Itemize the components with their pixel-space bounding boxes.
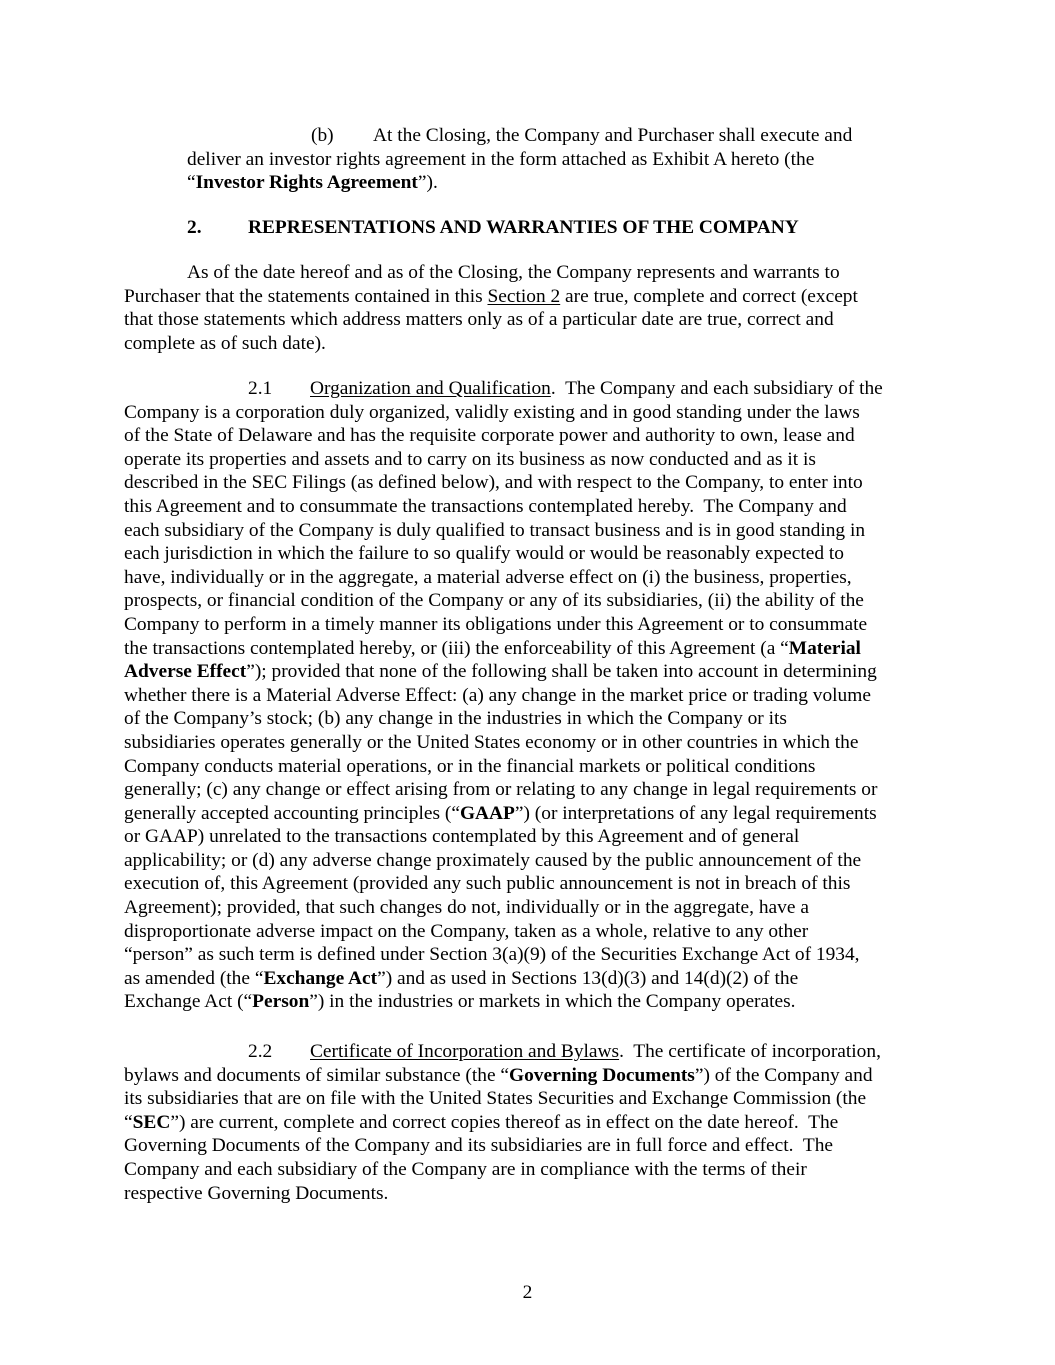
intro-line-2: Purchaser that the statements contained in this Section 2 are true, complete and correct (except [124,285,858,307]
paragraph-b-line-1: (b) At the Closing, the Company and Purchaser shall execute and [311,125,853,146]
s22-line: Governing Documents of the Company and its subsidiaries are in full force and effect. The [124,1135,833,1157]
intro-line-3: that those statements which address matters only as of a particular date are true, correct and [124,309,834,331]
section-2-reference: Section 2 [487,285,561,307]
s21-line: “person” as such term is defined under Section 3(a)(9) of the Securities Exchange Act of 1934, [124,944,860,966]
section-2-number: 2. [187,217,202,238]
s21-line: Company is a corporation duly organized, validly existing and in good standing under the laws [124,401,860,423]
section-2-title: REPRESENTATIONS AND WARRANTIES OF THE COMPANY [248,217,799,238]
s21-line: operate its properties and assets and to carry on its business as now conducted and as it is [124,448,816,470]
section-2-1 [124,377,936,1014]
s21-line: the transactions contemplated hereby, or (iii) the enforceability of this Agreement (a “Material [124,637,861,659]
s21-line: Company to perform in a timely manner its obligations under this Agreement or to consummate [124,613,868,635]
s21-line: Exchange Act (“Person”) in the industries or markets in which the Company operates. [124,991,796,1013]
s21-line: this Agreement and to consummate the transactions contemplated hereby. The Company and [124,495,847,517]
page-number: 2 [522,1282,533,1303]
defined-term-material: Material [788,637,861,659]
s21-line: whether there is a Material Adverse Effect: (a) any change in the market price or trading volume [124,684,871,706]
section-2-1-heading: Organization and Qualification [310,378,551,399]
section-2-2 [124,1040,936,1205]
s21-line: execution of, this Agreement (provided any such public announcement is not in breach of this [124,873,851,895]
s22-line: Company and each subsidiary of the Company are in compliance with the terms of their [124,1158,807,1180]
s21-line: of the Company’s stock; (b) any change in the industries in which the Company or its [124,708,787,730]
s21-line: described in the SEC Filings (as defined below), and with respect to the Company, to enter into [124,472,863,494]
paragraph-b-line-3: “Investor Rights Agreement”). [187,172,438,194]
section-2-1-number: 2.1 [248,378,273,399]
s21-line: each subsidiary of the Company is duly qualified to transact business and is in good standing in [124,519,866,541]
s21-line: as amended (the “Exchange Act”) and as used in Sections 13(d)(3) and 14(d)(2) of the [124,967,799,989]
section-2-2-heading: Certificate of Incorporation and Bylaws [310,1041,620,1062]
s21-line: prospects, or financial condition of the Company or any of its subsidiaries, (ii) the ability of the [124,590,864,612]
intro-line-1: As of the date hereof and as of the Closing, the Company represents and warrants to [187,262,840,283]
s21-line: generally accepted accounting principles (“GAAP”) (or interpretations of any legal requirements [124,802,877,824]
paragraph-b-label: (b) [311,125,334,146]
defined-term-exchange-act: Exchange Act [263,967,378,989]
s21-line: Agreement); provided, that such changes do not, individually or in the aggregate, have a [124,897,809,919]
s21-line: of the State of Delaware and has the requisite corporate power and authority to own, lease and [124,425,855,447]
s21-line: have, individually or in the aggregate, a material adverse effect on (i) the business, properties, [124,566,852,588]
paragraph-b [124,124,936,195]
section-2-2-number: 2.2 [248,1041,273,1062]
s21-line: disproportionate adverse impact on the Company, taken as a whole, relative to any other [124,920,809,942]
s22-line: its subsidiaries that are on file with the United States Securities and Exchange Commission (the [124,1088,867,1110]
defined-term-investor-rights-agreement: Investor Rights Agreement [195,172,418,194]
defined-term-sec: SEC [132,1111,171,1133]
s21-line: generally; (c) any change or effect arising from or relating to any change in legal requirements or [124,779,878,801]
s21-line: Adverse Effect”); provided that none of the following shall be taken into account in determining [124,661,877,683]
s21-line: subsidiaries operates generally or the United States economy or in other countries in which the [124,731,859,753]
s22-line: “SEC”) are current, complete and correct copies thereof as in effect on the date hereof. The [124,1111,839,1133]
s21-line-1: 2.1 Organization and Qualification. The Company and each subsidiary of the [248,378,883,399]
defined-term-gaap: GAAP [459,802,515,824]
section-2-heading [187,216,799,240]
s21-line: Company conducts material operations, or in the financial markets or political conditions [124,755,816,777]
s22-line: bylaws and documents of similar substance (the “Governing Documents”) of the Company and [124,1064,873,1086]
intro-line-4: complete as of such date). [124,332,326,354]
s21-line: or GAAP) unrelated to the transactions contemplated by this Agreement and of general [124,826,800,848]
s21-line: each jurisdiction in which the failure to so qualify would or would be reasonably expected to [124,543,844,565]
s22-line: respective Governing Documents. [124,1182,389,1204]
paragraph-b-line-2: deliver an investor rights agreement in the form attached as Exhibit A hereto (the [187,148,815,170]
s21-line: applicability; or (d) any adverse change proximately caused by the public announcement of the [124,849,862,871]
defined-term-governing-documents: Governing Documents [509,1064,695,1086]
defined-term-person: Person [252,991,310,1013]
s22-line-1: 2.2 Certificate of Incorporation and Bylaws. The certificate of incorporation, [248,1041,881,1062]
section-2-intro [124,261,936,355]
defined-term-adverse-effect: Adverse Effect [124,661,247,683]
